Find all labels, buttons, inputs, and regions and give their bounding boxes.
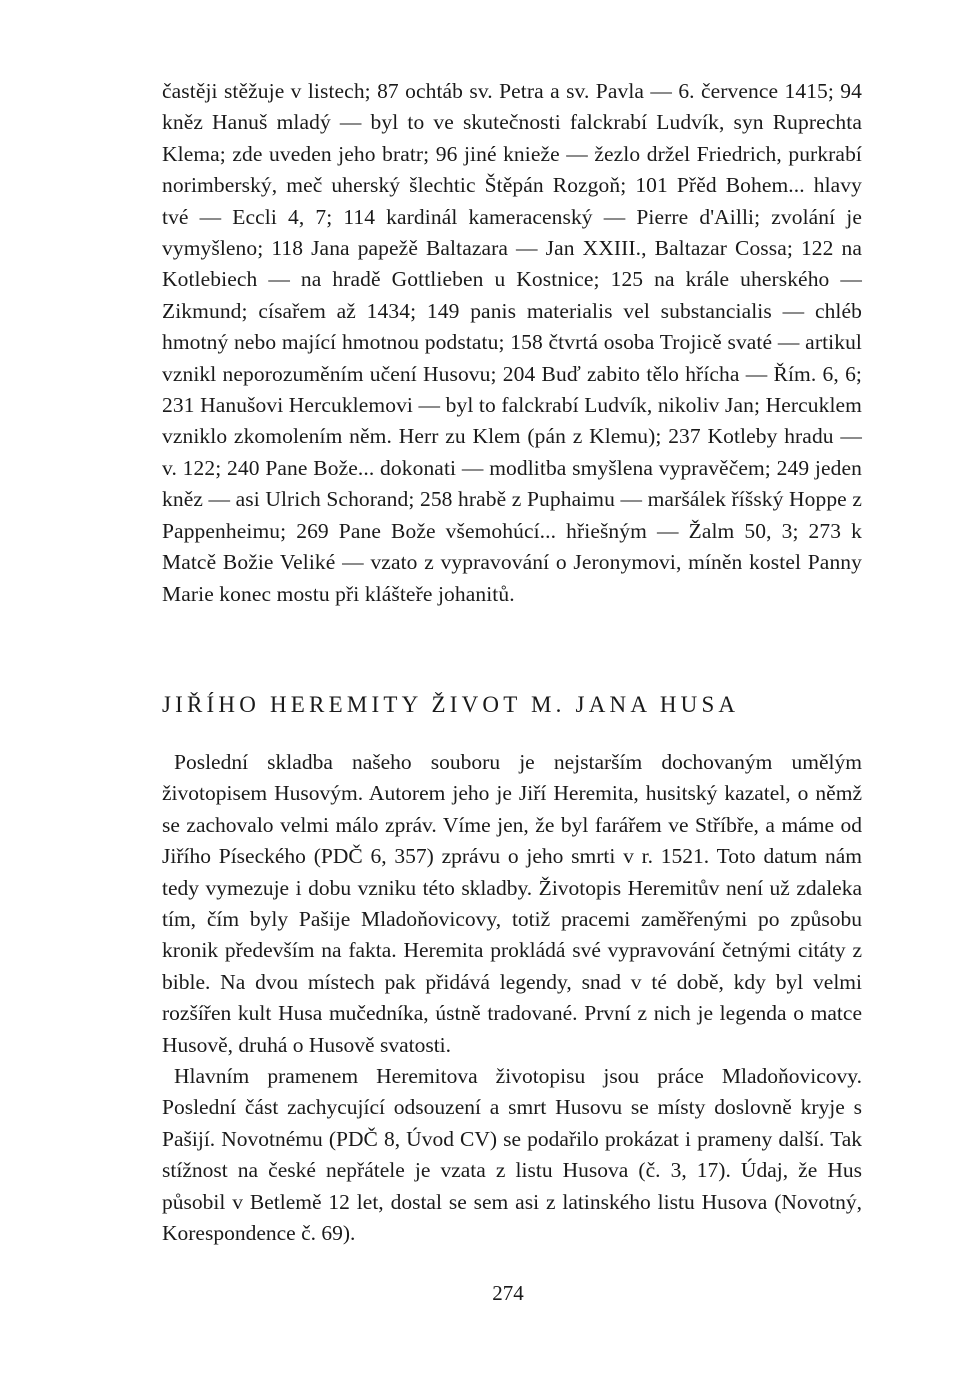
essay-paragraph-2: Hlavním pramenem Heremitova životopisu jsou práce Mladoňovicovy. Poslední část zachycující odsouzení a smrt Husovu se místy doslovně kryje s Pašijí. Novotnému (PDČ 8, Úvod CV) se podařilo prokázat i prameny další. Tak stížnost na české nepřátele je vzata z listu Husova (č. 3, 17). Údaj, že Hus působil v Betlemě 12 let, dostal se sem asi z latinského listu Husova (Novotný, Korespondence č. 69). bbox=[162, 1064, 862, 1246]
notes-section bbox=[162, 76, 862, 610]
section-heading: JIŘÍHO HEREMITY ŽIVOT M. JANA HUSA bbox=[162, 692, 740, 717]
essay-paragraph-1: Poslední skladba našeho souboru je nejstarším dochovaným umělým životopisem Husovým. Autorem jeho je Jiří Heremita, husitský kazatel, o němž se zachovalo velmi málo zpráv. Víme jen, že byl farářem ve Stříbře, a máme od Jiřího Píseckého (PDČ 6, 357) zprávu o jeho smrti v r. 1521. Toto datum nám tedy vymezuje i dobu vzniku této skladby. Životopis Heremitův není už zdaleka tím, čím byly Pašije Mladoňovicovy, totiž pracemi zaměřenými po způsobu kronik především na fakta. Heremita prokládá své vypravování četnými citáty z bible. Na dvou místech pak přidává legendy, snad v té době, kdy byl velmi rozšířen kult Husa mučedníka, ústně tradované. První z nich je legenda o matce Husově, druhá o Husově svatosti. bbox=[162, 750, 862, 1057]
page-number: 274 bbox=[492, 1281, 524, 1305]
essay-section bbox=[162, 747, 862, 1250]
notes-paragraph: častěji stěžuje v listech; 87 ochtáb sv. Petra a sv. Pavla — 6. července 1415; 94 kněz Hanuš mladý — byl to ve skutečnosti falckrabí Ludvík, syn Ruprechta Klema; zde uveden jeho bratr; 96 jiné knieže — žezlo držel Friedrich, purkrabí norimberský, meč uherský šlechtic Štěpán Rozgoň; 101 Přěd Bohem... hlavy tvé — Eccli 4, 7; 114 kardinál kameracenský — Pierre d'Ailli; zvolání je vymyšleno; 118 Jana papežě Baltazara — Jan XXIII., Baltazar Cossa; 122 na Kotlebiech — na hradě Gottlieben u Kostnice; 125 na krále uherského — Zikmund; císařem až 1434; 149 panis materialis vel substancialis — chléb hmotný nebo mající hmotnou podstatu; 158 čtvrtá osoba Trojicě svaté — artikul vznikl neporozuměním učení Husovu; 204 Buď zabito tělo hřícha — Řím. 6, 6; 231 Hanušovi Hercuklemovi — byl to falckrabí Ludvík, nikoliv Jan; Hercuklem vzniklo zkomolením něm. Herr zu Klem (pán z Klemu); 237 Kotleby hradu — v. 122; 240 Pane Bože... dokonati — modlitba smyšlena vypravěčem; 249 jeden kněz — asi Ulrich Schorand; 258 hrabě z Puphaimu — maršálek říšský Hoppe z Pappenheimu; 269 Pane Bože všemohúcí... hřiešným — Žalm 50, 3; 273 k Matcě Božie Veliké — vzato z vypravování o Jeronymovi, míněn kostel Panny Marie konec mostu při klášteře johanitů. bbox=[162, 79, 862, 606]
commentary-notes bbox=[162, 76, 862, 610]
